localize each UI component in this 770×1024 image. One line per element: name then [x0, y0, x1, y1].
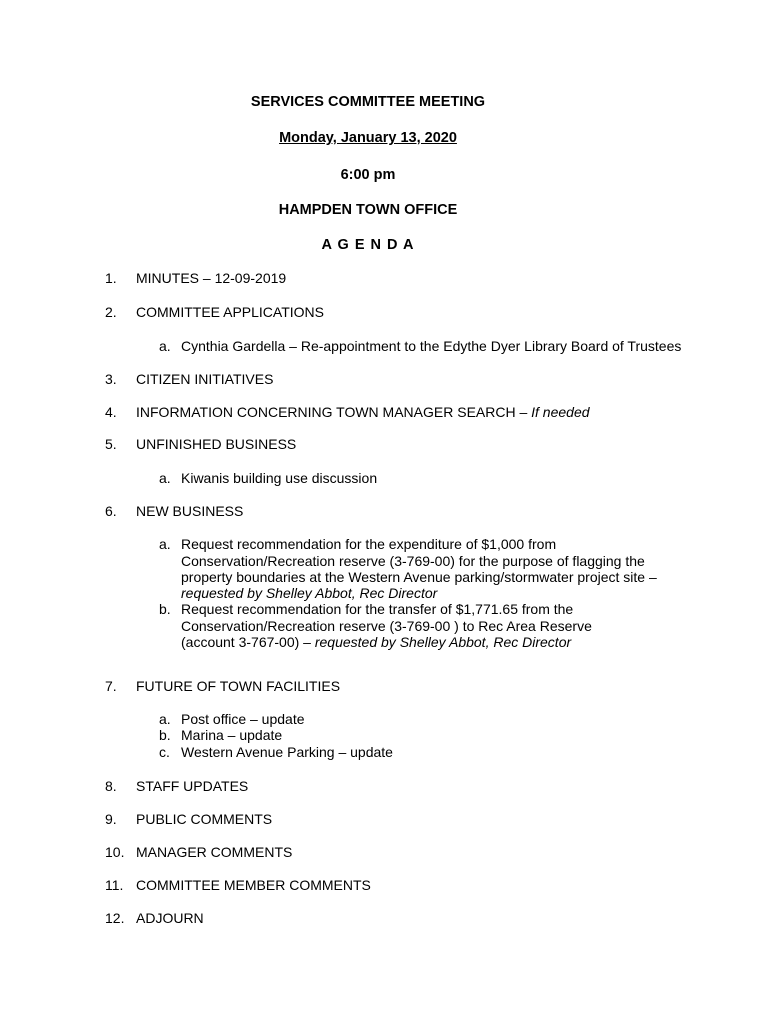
item-label: PUBLIC COMMENTS [136, 811, 273, 827]
sub-item-text: Western Avenue Parking – update [181, 744, 393, 760]
item-number: 7. [105, 678, 117, 694]
item-label: CITIZEN INITIATIVES [136, 371, 274, 387]
sub-item-text: Conservation/Recreation reserve (3-769-00 ) to Rec Area Reserve [181, 618, 592, 634]
meeting-title: SERVICES COMMITTEE MEETING [250, 94, 486, 110]
item-text [136, 371, 273, 387]
item-number: 4. [105, 404, 117, 420]
sub-item-text: (account 3-767-00) – [181, 634, 315, 650]
meeting-location: HAMPDEN TOWN OFFICE [278, 202, 458, 218]
item-number: 9. [105, 811, 117, 827]
meeting-date-wrap [0, 129, 736, 147]
item-text [136, 404, 590, 420]
item-text [136, 778, 248, 794]
item-number: 8. [105, 778, 117, 794]
sub-item-text: Conservation/Recreation reserve (3-769-00) for the purpose of flagging the [181, 553, 645, 569]
item-text [136, 503, 243, 519]
sub-item-letter: b. [159, 601, 171, 617]
item-number: 6. [105, 503, 117, 519]
sub-item-text: Request recommendation for the transfer of $1,771.65 from the [181, 601, 574, 617]
sub-item-text: Cynthia Gardella – Re-appointment to the Edythe Dyer Library Board of Trustees [181, 338, 682, 354]
sub-item-text: Marina – update [181, 727, 283, 743]
sub-item-line [181, 601, 573, 617]
item-number: 12. [105, 910, 125, 926]
meeting-time: 6:00 pm [340, 167, 396, 183]
item-text [136, 877, 371, 893]
item-label: NEW BUSINESS [136, 503, 244, 519]
item-label: COMMITTEE APPLICATIONS [136, 304, 324, 320]
item-label: MANAGER COMMENTS [136, 844, 293, 860]
sub-item-line [181, 536, 556, 552]
item-text [136, 436, 296, 452]
sub-item-text: Post office – update [181, 711, 305, 727]
sub-item-line [181, 553, 645, 569]
item-text [136, 910, 204, 926]
item-number: 1. [105, 270, 117, 286]
item-label: FUTURE OF TOWN FACILITIES [136, 678, 341, 694]
item-number: 2. [105, 304, 117, 320]
sub-item-line [181, 634, 571, 650]
item-text [136, 270, 286, 286]
sub-item-letter: a. [159, 711, 171, 727]
sub-item-note: requested by Shelley Abbot, Rec Director [181, 585, 438, 601]
sub-item-line [181, 569, 657, 585]
item-label: ADJOURN [136, 910, 204, 926]
item-label: STAFF UPDATES [136, 778, 249, 794]
item-number: 11. [105, 877, 124, 893]
agenda-heading: A G E N D A [321, 237, 415, 253]
item-label: MINUTES – 12-09-2019 [136, 270, 287, 286]
item-text [136, 844, 292, 860]
item-label: UNFINISHED BUSINESS [136, 436, 297, 452]
sub-item-note: requested by Shelley Abbot, Rec Director [314, 634, 572, 650]
sub-item-line [181, 618, 592, 634]
item-text [136, 304, 324, 320]
item-text [136, 811, 272, 827]
item-number: 3. [105, 371, 117, 387]
item-number: 5. [105, 436, 117, 452]
sub-item-text: property boundaries at the Western Avenue parking/stormwater project site – [181, 569, 657, 585]
sub-item-line [181, 585, 437, 601]
sub-item-letter: c. [159, 744, 170, 760]
sub-item-letter: a. [159, 470, 171, 486]
item-label: COMMITTEE MEMBER COMMENTS [136, 877, 371, 893]
sub-item-text: Kiwanis building use discussion [181, 470, 378, 486]
item-label: INFORMATION CONCERNING TOWN MANAGER SEARCH – [136, 404, 532, 420]
sub-item-letter: a. [159, 536, 171, 552]
sub-item-letter: a. [159, 338, 171, 354]
meeting-date: Monday, January 13, 2020 [279, 130, 457, 146]
item-note: If needed [531, 404, 590, 420]
item-number: 10. [105, 844, 125, 860]
sub-item-text: Request recommendation for the expenditure of $1,000 from [181, 536, 557, 552]
sub-item-letter: b. [159, 727, 171, 743]
item-text [136, 678, 340, 694]
